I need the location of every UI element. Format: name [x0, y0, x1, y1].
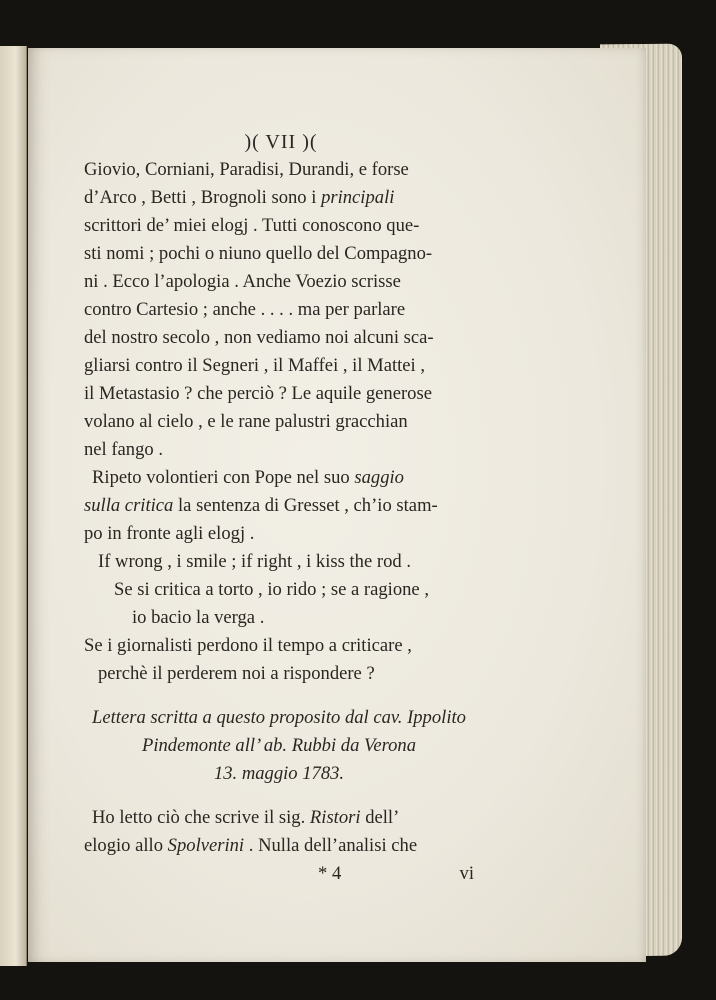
text-line: il Metastasio ? che perciò ? Le aquile generose	[84, 383, 432, 404]
text-line: ni . Ecco l’apologia . Anche Voezio scrisse	[84, 271, 401, 292]
text-line: Ripeto volontieri con Pope nel suo saggio	[92, 467, 404, 488]
verse-block	[84, 548, 474, 688]
text-line: elogio allo Spolverini . Nulla dell’analisi che	[84, 835, 418, 856]
verse-line: Se si critica a torto , io rido ; se a ragione ,	[114, 579, 429, 600]
verse-line: io bacio la verga .	[132, 607, 265, 628]
text-line: sulla critica la sentenza di Gresset , ch’io stam-	[84, 495, 438, 516]
text-line: sti nomi ; pochi o niuno quello del Compagno-	[84, 243, 433, 264]
text-line: volano al cielo , e le rane palustri gracchian	[84, 411, 408, 432]
text-line: gliarsi contro il Segneri , il Maffei , il Mattei ,	[84, 355, 425, 376]
text-line: po in fronte agli elogj .	[84, 523, 255, 544]
paragraph-1	[84, 156, 474, 464]
left-page-edge	[0, 46, 27, 966]
catchword: vi	[459, 863, 474, 884]
letter-heading-line: Pindemonte all’ ab. Rubbi da Verona	[141, 735, 417, 756]
text-line: contro Cartesio ; anche . . . . ma per parlare	[84, 299, 406, 320]
spacer	[84, 788, 474, 804]
text-line: Ho letto ciò che scrive il sig. Ristori dell’	[92, 807, 400, 828]
verse-line: Se i giornalisti perdono il tempo a criticare ,	[84, 635, 412, 656]
letter-date: 13. maggio 1783.	[213, 763, 345, 784]
letter-heading-line: Lettera scritta a questo proposito dal cav. Ippolito	[92, 707, 466, 728]
text-line: Giovio, Corniani, Paradisi, Durandi, e forse	[84, 159, 409, 180]
text-line: nel fango .	[84, 439, 163, 460]
verse-line: perchè il perderem noi a rispondere ?	[98, 663, 375, 684]
paragraph-3	[84, 804, 474, 860]
page-footer	[84, 860, 474, 888]
page-header: )( VII )(	[244, 131, 318, 153]
text-line: d’Arco , Betti , Brognoli sono i principali	[84, 187, 395, 208]
verse-line: If wrong , i smile ; if right , i kiss the rod .	[98, 551, 411, 572]
text-line: scrittori de’ miei elogj . Tutti conoscono que-	[84, 215, 420, 236]
page-text	[84, 128, 474, 888]
signature-mark: * 4	[318, 863, 342, 884]
letter-heading	[84, 704, 474, 788]
paragraph-2	[84, 464, 474, 548]
text-line: del nostro secolo , non vediamo noi alcuni sca-	[84, 327, 434, 348]
spacer	[84, 688, 474, 704]
